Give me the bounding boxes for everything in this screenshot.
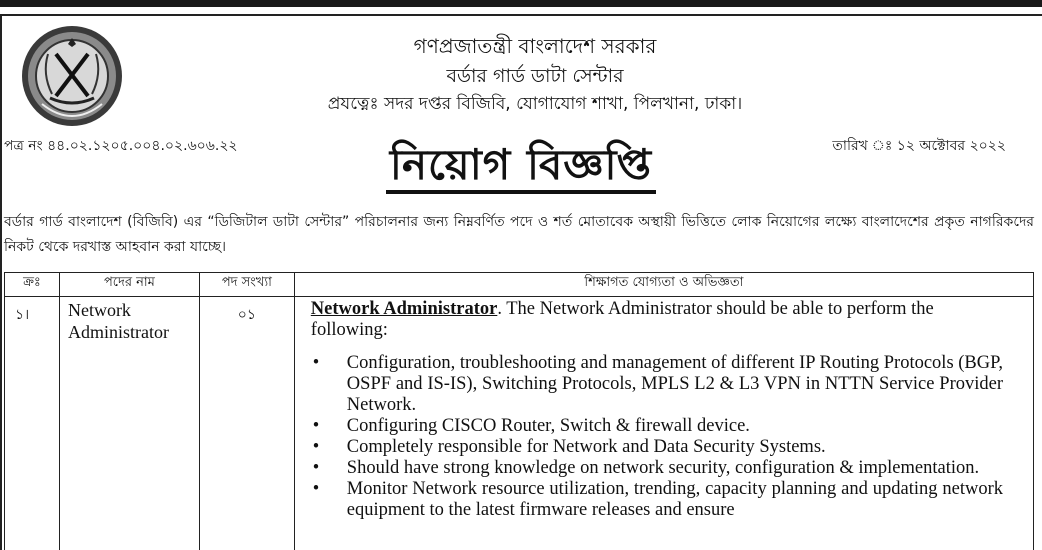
notice-title-wrap <box>0 140 1042 194</box>
list-item <box>311 416 1003 437</box>
list-item <box>311 458 1003 479</box>
header-government: গণপ্রজাতন্ত্রী বাংলাদেশ সরকার <box>413 34 657 58</box>
top-border-rule <box>0 0 1042 7</box>
list-item-text: Configuration, troubleshooting and management of different IP Routing Protocols (BGP, OSPF and IS-IS), Switching Protocols, MPLS L2 & L3 VPN in NTTN Service Provider Network. <box>346 353 1003 415</box>
col-header-qualification: শিক্ষাগত যোগ্যতা ও অভিজ্ঞতা <box>294 273 1033 297</box>
qualification-lead <box>311 299 1003 341</box>
list-item <box>311 437 1003 458</box>
list-item-text: Monitor Network resource utilization, trending, capacity planning and updating network equipment to the latest firmware releases and ensure <box>346 479 1003 520</box>
header-address: প্রযত্নেঃ সদর দপ্তর বিজিবি, যোগাযোগ শাখা, পিলখানা, ঢাকা। <box>327 94 743 114</box>
bullet-icon: • <box>312 437 320 457</box>
list-item <box>311 353 1003 416</box>
notice-date: তারিখ ঃ ১২ অক্টোবর ২০২২ <box>832 138 1006 154</box>
memo-number: পত্র নং ৪৪.০২.১২০৫.০০৪.০২.৬০৬.২২ <box>4 138 238 154</box>
col-header-post-count: পদ সংখ্যা <box>199 273 294 297</box>
bullet-icon: • <box>312 479 320 499</box>
intro-paragraph: বর্ডার গার্ড বাংলাদেশ (বিজিবি) এর “ডিজিটাল ডাটা সেন্টার” পরিচালনার জন্য নিম্নবর্ণিত পদে ও শর্ত মোতাবেক অস্থায়ী ভিত্তিতে লোক নিয়োগের লক্ষ্যে বাংলাদেশের প্রকৃত নাগরিকদের নিকট থেকে দরখাস্ত আহবান করা যাচ্ছে। <box>4 214 1034 255</box>
cell-qualification <box>294 297 1033 550</box>
qualification-lead-text: . The Network Administrator should be able to perform the following: <box>310 299 934 340</box>
vacancy-table <box>4 272 1034 550</box>
table-row <box>5 297 1034 550</box>
notice-title: নিয়োগ বিজ্ঞপ্তি <box>386 140 656 194</box>
bullet-icon: • <box>312 458 320 478</box>
bullet-icon: • <box>312 353 320 373</box>
list-item <box>311 479 1003 521</box>
qualification-list <box>311 353 1003 521</box>
header-organization: বর্ডার গার্ড ডাটা সেন্টার <box>446 65 624 87</box>
bullet-icon: • <box>312 416 320 436</box>
cell-post-name: Network Administrator <box>59 297 199 550</box>
qualification-lead-title: Network Administrator <box>310 299 498 319</box>
col-header-post-name: পদের নাম <box>59 273 199 297</box>
cell-serial: ১। <box>5 297 60 550</box>
list-item-text: Completely responsible for Network and Data Security Systems. <box>346 437 826 457</box>
list-item-text: Should have strong knowledge on network security, configuration & implementation. <box>346 458 980 478</box>
list-item-text: Configuring CISCO Router, Switch & firewall device. <box>346 416 750 436</box>
col-header-serial: ক্রঃ <box>5 273 60 297</box>
table-header-row <box>5 273 1034 297</box>
bgb-emblem-icon <box>20 24 124 128</box>
cell-post-count: ০১ <box>199 297 294 550</box>
